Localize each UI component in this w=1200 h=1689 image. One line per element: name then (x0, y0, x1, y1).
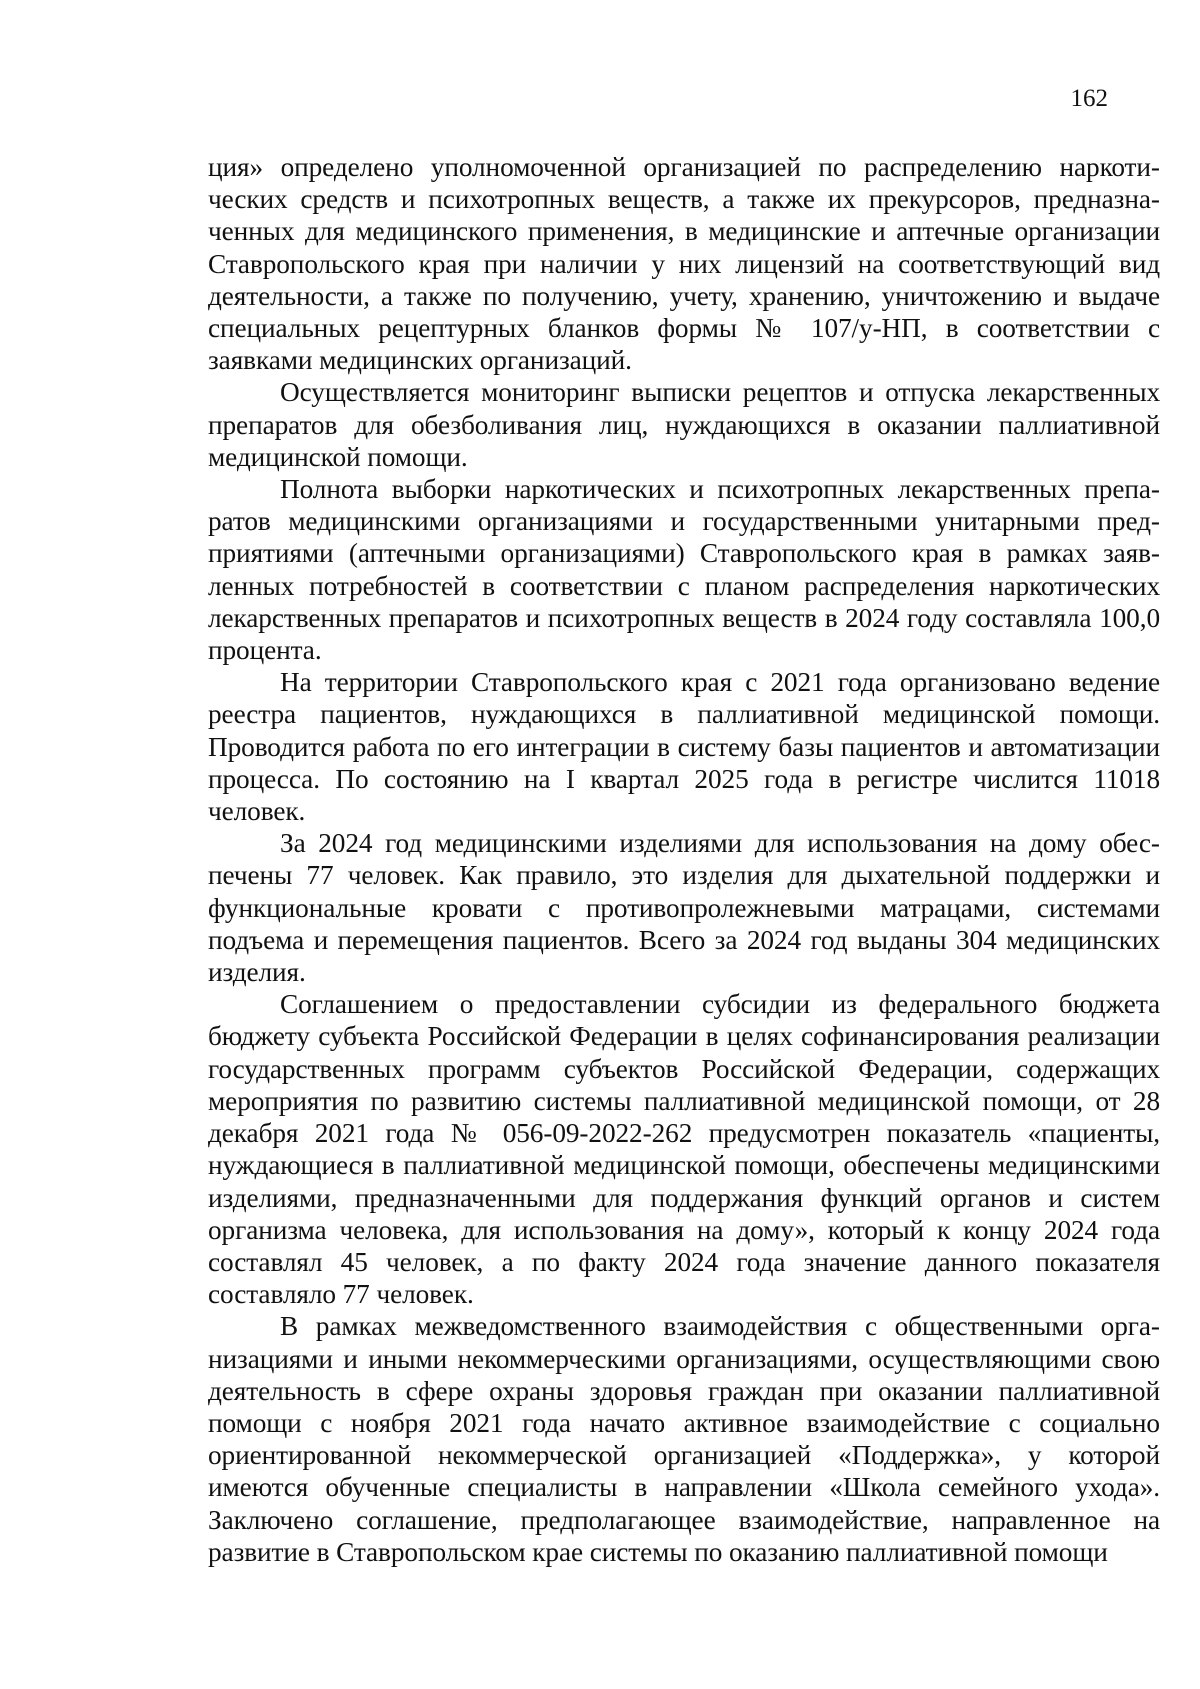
paragraph-1: ция» определено уполномоченной организацией по распределению наркотических средств и психотропных веществ, а также их прекурсоров, предназначенных для медицинского применения, в медицинские и аптечные организации Ставропольского края при наличии у них лицензий на соответствующий вид деятельности, а также по получению, учету, хранению, уничтожению и выдаче специальных рецептурных бланков формы № 107/у-НП, в соответствии с заявками медицинских организаций. (208, 152, 1160, 376)
document-body (208, 151, 1160, 1568)
page-number: 162 (1070, 85, 1108, 112)
paragraph-6: Соглашением о предоставлении субсидии из федерального бюджета бюджету субъекта Российской Федерации в целях софинансирования реализации государственных программ субъектов Российской Федерации, содержащих мероприятия по развитию системы паллиативной медицинской помощи, от 28 декабря 2021 года № 056-09-2022-262 предусмотрен показатель «пациенты, нуждающиеся в паллиативной медицинской помощи, обеспечены медицинскими изделиями, предназначенными для поддержания функций органов и систем организма человека, для использования на дому», который к концу 2024 года составлял 45 человек, а по факту 2024 года значение данного показателя составляло 77 человек. (208, 989, 1160, 1310)
paragraph-4: На территории Ставропольского края с 2021 года организовано ведение реестра пациентов, нуждающихся в паллиативной медицинской помощи. Проводится работа по его интеграции в систему базы пациентов и автоматизации процесса. По состоянию на I квартал 2025 года в регистре числится 11018 человек. (208, 667, 1160, 827)
paragraph-3: Полнота выборки наркотических и психотропных лекарственных препаратов медицинскими организациями и государственными унитарными предприятиями (аптечными организациями) Ставропольского края в рамках заявленных потребностей в соответствии с планом распределения наркотических лекарственных препаратов и психотропных веществ в 2024 году составляла 100,0 процента. (208, 474, 1160, 666)
paragraph-2: Осуществляется мониторинг выписки рецептов и отпуска лекарственных препаратов для обезболивания лиц, нуждающихся в оказании паллиативной медицинской помощи. (208, 377, 1160, 472)
paragraph-7: В рамках межведомственного взаимодействия с общественными организациями и иными некоммерческими организациями, осуществляющими свою деятельность в сфере охраны здоровья граждан при оказании паллиативной помощи с ноября 2021 года начато активное взаимодействие с социально ориентированной некоммерческой организацией «Поддержка», у которой имеются обученные специалисты в направлении «Школа семейного ухода». Заключено соглашение, предполагающее взаимодействие, направленное на развитие в Ставропольском крае системы по оказанию паллиативной помощи (208, 1311, 1160, 1567)
paragraph-5: За 2024 год медицинскими изделиями для использования на дому обеспечены 77 человек. Как правило, это изделия для дыхательной поддержки и функциональные кровати с противопролежневыми матрацами, системами подъема и перемещения пациентов. Всего за 2024 год выданы 304 медицинских изделия. (208, 828, 1160, 988)
